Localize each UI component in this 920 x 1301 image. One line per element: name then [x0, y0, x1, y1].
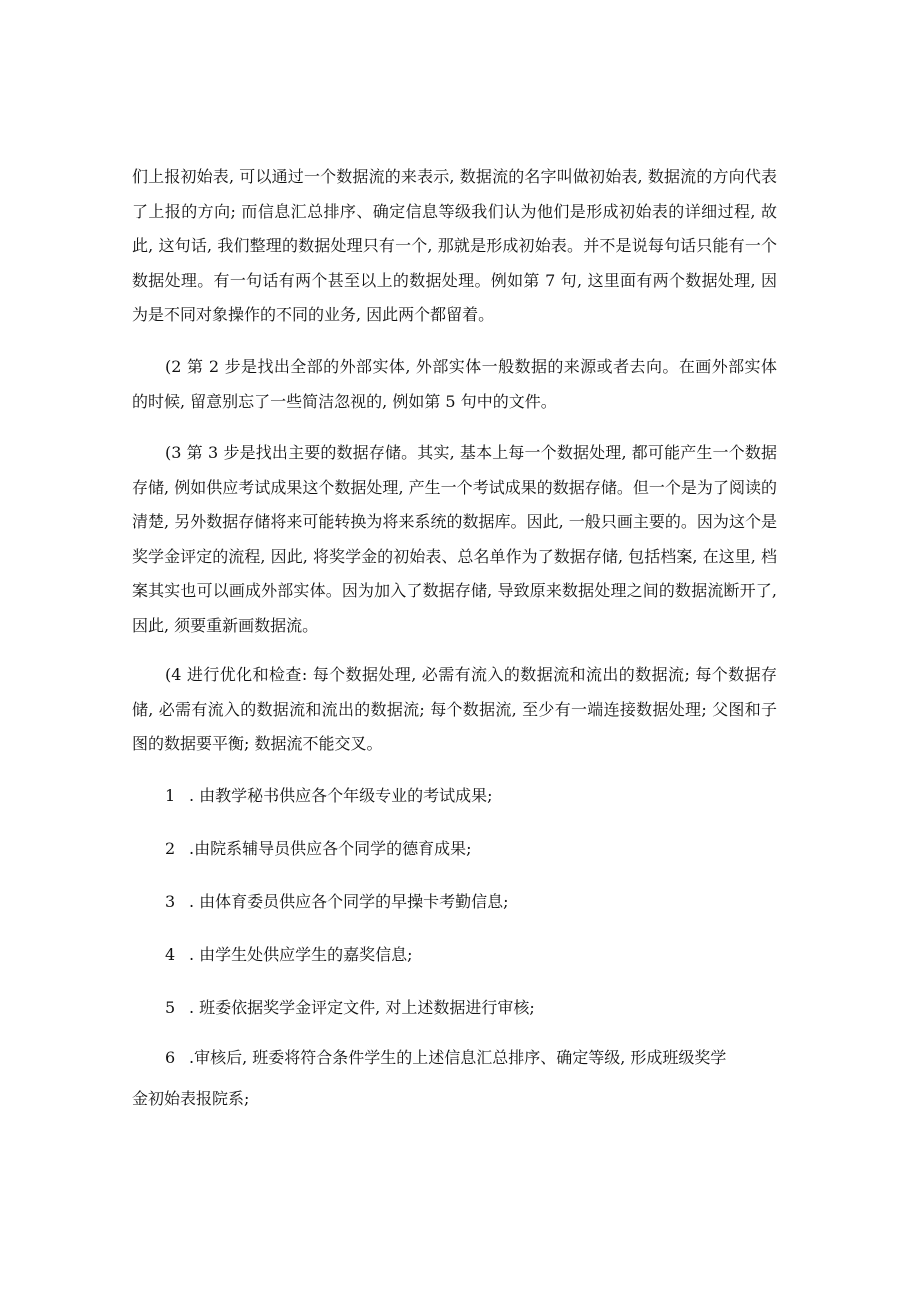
list-item-text: . 由教学秘书供应各个年级专业的考试成果; — [189, 786, 493, 805]
list-item — [165, 885, 777, 919]
list-item-number: 2 — [165, 839, 176, 858]
paragraph-continuation: 们上报初始表, 可以通过一个数据流的来表示, 数据流的名字叫做初始表, 数据流的方向代表了上报的方向; 而信息汇总排序、确定信息等级我们认为他们是形成初始表的详细过程, 故此, 这句话, 我们整理的数据处理只有一个, 那就是形成初始表。并不是说每句话只能有一个数据处理。有一句话有两个甚至以上的数据处理。例如第 7 句, 这里面有两个数据处理, 因为是不同对象操作的不同的业务, 因此两个都留着。 — [132, 167, 777, 324]
list-item — [165, 1041, 777, 1075]
list-item — [165, 832, 777, 866]
list-item — [165, 938, 777, 972]
list-item-text: . 由学生处供应学生的嘉奖信息; — [189, 945, 413, 964]
list-item-continuation: 金初始表报院系; — [132, 1089, 250, 1108]
paragraph-step-4: (4 进行优化和检查: 每个数据处理, 必需有流入的数据流和流出的数据流; 每个数据存储, 必需有流入的数据流和流出的数据流; 每个数据流, 至少有一端连接数据处理; 父图和子图的数据要平衡; 数据流不能交叉。 — [132, 665, 777, 753]
list-item-text: .由院系辅导员供应各个同学的德育成果; — [189, 839, 472, 858]
list-item-number: 4 — [165, 945, 176, 964]
list-item-number: 1 — [165, 786, 176, 805]
list-item-text: . 由体育委员供应各个同学的早操卡考勤信息; — [189, 892, 509, 911]
paragraph-step-3: (3 第 3 步是找出主要的数据存储。其实, 基本上每一个数据处理, 都可能产生一个数据存储, 例如供应考试成果这个数据处理, 产生一个考试成果的数据存储。但一个是为了阅读的清楚, 另外数据存储将来可能转换为将来系统的数据库。因此, 一般只画主要的。因为这个是奖学金评定的流程, 因此, 将奖学金的初始表、总名单作为了数据存储, 包括档案, 在这里, 档案其实也可以画成外部实体。因为加入了数据存储, 导致原来数据处理之间的数据流断开了, 因此, 须要重新画数据流。 — [132, 443, 777, 635]
list-item — [165, 779, 777, 813]
list-item-number: 3 — [165, 892, 176, 911]
list-item-text: . 班委依据奖学金评定文件, 对上述数据进行审核; — [189, 998, 535, 1017]
list-item-text: .审核后, 班委将符合条件学生的上述信息汇总排序、确定等级, 形成班级奖学 — [189, 1048, 727, 1067]
paragraph-step-2: (2 第 2 步是找出全部的外部实体, 外部实体一般数据的来源或者去向。在画外部实体的时候, 留意别忘了一些简洁忽视的, 例如第 5 句中的文件。 — [132, 357, 777, 411]
list-item — [165, 991, 777, 1025]
list-item-number: 6 — [165, 1048, 176, 1067]
list-item-number: 5 — [165, 998, 176, 1017]
